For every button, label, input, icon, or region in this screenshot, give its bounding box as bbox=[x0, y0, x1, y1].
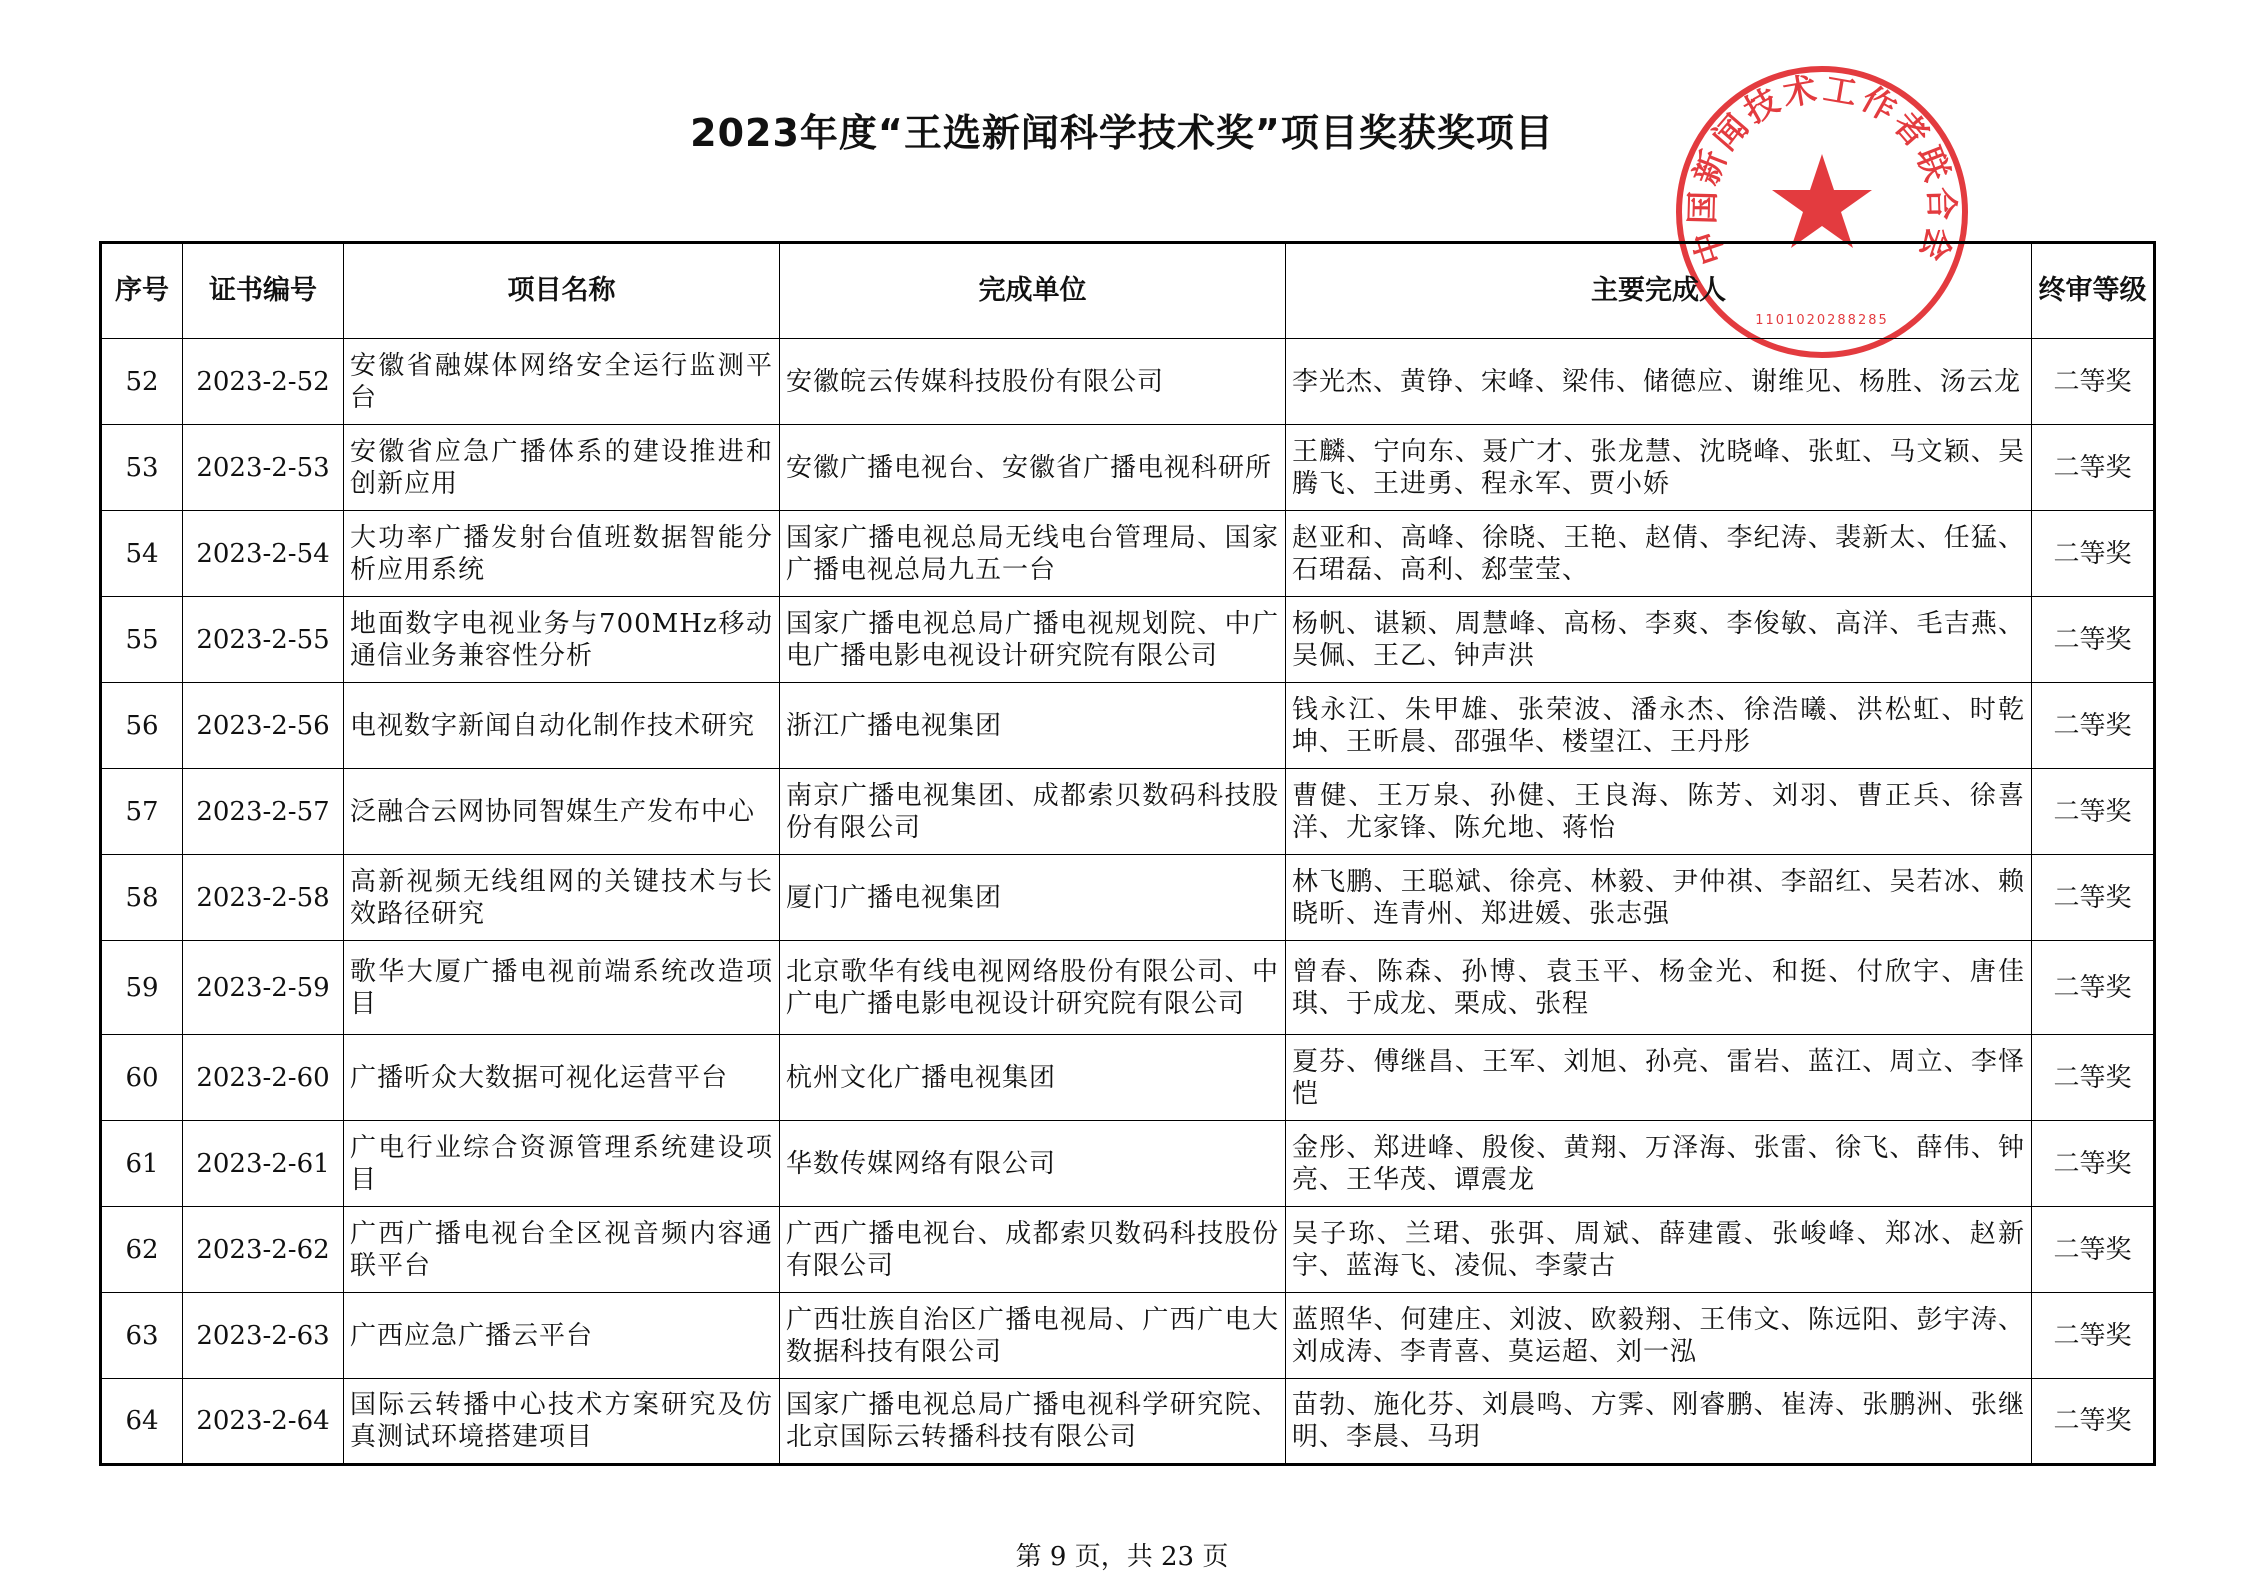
cell-unit: 国家广播电视总局广播电视规划院、中广电广播电影电视设计研究院有限公司 bbox=[780, 597, 1286, 683]
table-row bbox=[101, 683, 2155, 769]
cell-unit: 广西壮族自治区广播电视局、广西广电大数据科技有限公司 bbox=[780, 1293, 1286, 1379]
cell-name: 国际云转播中心技术方案研究及仿真测试环境搭建项目 bbox=[344, 1379, 780, 1465]
cell-name: 安徽省应急广播体系的建设推进和创新应用 bbox=[344, 425, 780, 511]
cell-people: 钱永江、朱甲雄、张荣波、潘永杰、徐浩曦、洪松虹、时乾坤、王昕晨、邵强华、楼望江、王丹彤 bbox=[1286, 683, 2032, 769]
cell-num: 52 bbox=[101, 339, 183, 425]
cell-name: 泛融合云网协同智媒生产发布中心 bbox=[344, 769, 780, 855]
cell-unit: 浙江广播电视集团 bbox=[780, 683, 1286, 769]
cell-cert: 2023-2-53 bbox=[183, 425, 344, 511]
cell-people: 林飞鹏、王聪斌、徐亮、林毅、尹仲祺、李韶红、吴若冰、赖晓昕、连青州、郑进媛、张志强 bbox=[1286, 855, 2032, 941]
cell-num: 63 bbox=[101, 1293, 183, 1379]
cell-unit: 南京广播电视集团、成都索贝数码科技股份有限公司 bbox=[780, 769, 1286, 855]
cell-unit: 安徽皖云传媒科技股份有限公司 bbox=[780, 339, 1286, 425]
cell-level: 二等奖 bbox=[2032, 511, 2155, 597]
cell-num: 56 bbox=[101, 683, 183, 769]
cell-name: 地面数字电视业务与700MHz移动通信业务兼容性分析 bbox=[344, 597, 780, 683]
cell-num: 57 bbox=[101, 769, 183, 855]
page-footer: 第 9 页，共 23 页 bbox=[1015, 1542, 1229, 1572]
cell-cert: 2023-2-61 bbox=[183, 1121, 344, 1207]
cell-num: 61 bbox=[101, 1121, 183, 1207]
cell-unit: 国家广播电视总局无线电台管理局、国家广播电视总局九五一台 bbox=[780, 511, 1286, 597]
cell-unit: 广西广播电视台、成都索贝数码科技股份有限公司 bbox=[780, 1207, 1286, 1293]
cell-level: 二等奖 bbox=[2032, 941, 2155, 1035]
cell-unit: 华数传媒网络有限公司 bbox=[780, 1121, 1286, 1207]
cell-cert: 2023-2-56 bbox=[183, 683, 344, 769]
cell-num: 54 bbox=[101, 511, 183, 597]
cell-people: 吴子珎、兰珺、张弭、周斌、薛建霞、张峻峰、郑冰、赵新宇、蓝海飞、凌侃、李蒙古 bbox=[1286, 1207, 2032, 1293]
cell-people: 苗勃、施化芬、刘晨鸣、方霁、刚睿鹏、崔涛、张鹏洲、张继明、李晨、马玥 bbox=[1286, 1379, 2032, 1465]
cell-unit: 安徽广播电视台、安徽省广播电视科研所 bbox=[780, 425, 1286, 511]
cell-people: 杨帆、谌颖、周慧峰、高杨、李爽、李俊敏、高洋、毛吉燕、吴佩、王乙、钟声洪 bbox=[1286, 597, 2032, 683]
header-row bbox=[101, 243, 2155, 339]
header-cert: 证书编号 bbox=[183, 243, 344, 339]
cell-num: 53 bbox=[101, 425, 183, 511]
header-level: 终审等级 bbox=[2032, 243, 2155, 339]
table-row bbox=[101, 1035, 2155, 1121]
cell-cert: 2023-2-57 bbox=[183, 769, 344, 855]
cell-name: 大功率广播发射台值班数据智能分析应用系统 bbox=[344, 511, 780, 597]
cell-num: 64 bbox=[101, 1379, 183, 1465]
cell-people: 蓝照华、何建庄、刘波、欧毅翔、王伟文、陈远阳、彭宇涛、刘成涛、李青喜、莫运超、刘一泓 bbox=[1286, 1293, 2032, 1379]
cell-level: 二等奖 bbox=[2032, 683, 2155, 769]
cell-level: 二等奖 bbox=[2032, 769, 2155, 855]
awards-table bbox=[99, 241, 2156, 1466]
cell-level: 二等奖 bbox=[2032, 855, 2155, 941]
table-row bbox=[101, 1293, 2155, 1379]
cell-name: 广电行业综合资源管理系统建设项目 bbox=[344, 1121, 780, 1207]
cell-name: 广播听众大数据可视化运营平台 bbox=[344, 1035, 780, 1121]
cell-num: 62 bbox=[101, 1207, 183, 1293]
cell-level: 二等奖 bbox=[2032, 597, 2155, 683]
cell-cert: 2023-2-58 bbox=[183, 855, 344, 941]
table-row bbox=[101, 1207, 2155, 1293]
cell-people: 金彤、郑进峰、殷俊、黄翔、万泽海、张雷、徐飞、薛伟、钟亮、王华茂、谭震龙 bbox=[1286, 1121, 2032, 1207]
table-row bbox=[101, 769, 2155, 855]
cell-people: 王麟、宁向东、聂广才、张龙慧、沈晓峰、张虹、马文颖、吴腾飞、王进勇、程永军、贾小娇 bbox=[1286, 425, 2032, 511]
cell-unit: 国家广播电视总局广播电视科学研究院、北京国际云转播科技有限公司 bbox=[780, 1379, 1286, 1465]
table-row bbox=[101, 339, 2155, 425]
table-row bbox=[101, 1121, 2155, 1207]
cell-name: 广西应急广播云平台 bbox=[344, 1293, 780, 1379]
cell-num: 55 bbox=[101, 597, 183, 683]
cell-people: 曹健、王万泉、孙健、王良海、陈芳、刘羽、曹正兵、徐喜洋、尤家锋、陈允地、蒋怡 bbox=[1286, 769, 2032, 855]
table-row bbox=[101, 855, 2155, 941]
header-num: 序号 bbox=[101, 243, 183, 339]
cell-cert: 2023-2-59 bbox=[183, 941, 344, 1035]
cell-name: 广西广播电视台全区视音频内容通联平台 bbox=[344, 1207, 780, 1293]
cell-level: 二等奖 bbox=[2032, 1207, 2155, 1293]
cell-cert: 2023-2-55 bbox=[183, 597, 344, 683]
cell-people: 夏芬、傅继昌、王军、刘旭、孙亮、雷岩、蓝江、周立、李怿恺 bbox=[1286, 1035, 2032, 1121]
table-row bbox=[101, 1379, 2155, 1465]
cell-num: 60 bbox=[101, 1035, 183, 1121]
table-row bbox=[101, 425, 2155, 511]
cell-name: 安徽省融媒体网络安全运行监测平台 bbox=[344, 339, 780, 425]
cell-cert: 2023-2-64 bbox=[183, 1379, 344, 1465]
cell-people: 曾春、陈森、孙博、袁玉平、杨金光、和挺、付欣宇、唐佳琪、于成龙、栗成、张程 bbox=[1286, 941, 2032, 1035]
cell-cert: 2023-2-60 bbox=[183, 1035, 344, 1121]
cell-cert: 2023-2-54 bbox=[183, 511, 344, 597]
page-title: 2023年度“王选新闻科学技术奖”项目奖获奖项目 bbox=[690, 111, 1554, 155]
cell-level: 二等奖 bbox=[2032, 1035, 2155, 1121]
cell-name: 歌华大厦广播电视前端系统改造项目 bbox=[344, 941, 780, 1035]
cell-name: 电视数字新闻自动化制作技术研究 bbox=[344, 683, 780, 769]
cell-cert: 2023-2-63 bbox=[183, 1293, 344, 1379]
cell-num: 58 bbox=[101, 855, 183, 941]
table-row bbox=[101, 941, 2155, 1035]
seal-text: 中国新闻技术工作者联合会 bbox=[1682, 68, 1962, 270]
cell-cert: 2023-2-52 bbox=[183, 339, 344, 425]
table-row bbox=[101, 511, 2155, 597]
cell-people: 李光杰、黄铮、宋峰、梁伟、储德应、谢维见、杨胜、汤云龙 bbox=[1286, 339, 2032, 425]
cell-unit: 杭州文化广播电视集团 bbox=[780, 1035, 1286, 1121]
header-people: 主要完成人 bbox=[1286, 243, 2032, 339]
cell-num: 59 bbox=[101, 941, 183, 1035]
header-name: 项目名称 bbox=[344, 243, 780, 339]
cell-cert: 2023-2-62 bbox=[183, 1207, 344, 1293]
cell-level: 二等奖 bbox=[2032, 425, 2155, 511]
cell-level: 二等奖 bbox=[2032, 1379, 2155, 1465]
cell-people: 赵亚和、高峰、徐晓、王艳、赵倩、李纪涛、裴新太、任猛、石珺磊、高利、郄莹莹、 bbox=[1286, 511, 2032, 597]
star-icon bbox=[1772, 154, 1872, 248]
cell-unit: 厦门广播电视集团 bbox=[780, 855, 1286, 941]
cell-level: 二等奖 bbox=[2032, 1293, 2155, 1379]
seal-code: 1101020288285 bbox=[1755, 313, 1889, 328]
header-unit: 完成单位 bbox=[780, 243, 1286, 339]
cell-unit: 北京歌华有线电视网络股份有限公司、中广电广播电影电视设计研究院有限公司 bbox=[780, 941, 1286, 1035]
cell-level: 二等奖 bbox=[2032, 339, 2155, 425]
cell-name: 高新视频无线组网的关键技术与长效路径研究 bbox=[344, 855, 780, 941]
table-row bbox=[101, 597, 2155, 683]
cell-level: 二等奖 bbox=[2032, 1121, 2155, 1207]
